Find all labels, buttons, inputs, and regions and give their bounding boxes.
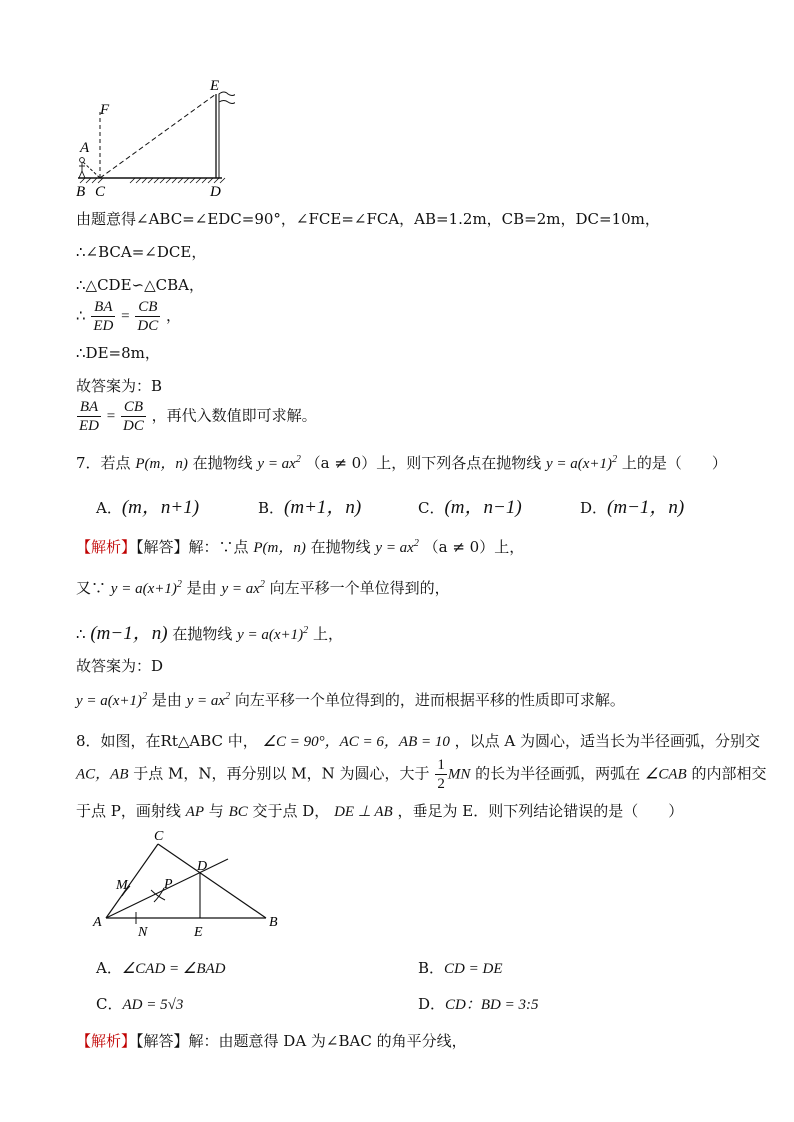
point-p-2: P(m，n) bbox=[253, 540, 306, 556]
parabola-3 bbox=[375, 540, 418, 556]
q8-l3-d: BC bbox=[228, 804, 248, 820]
q7-stem-mid: 在抛物线 bbox=[192, 454, 253, 472]
parabola-1 bbox=[257, 456, 300, 472]
parabola-8 bbox=[187, 693, 230, 709]
q7-solution-line2 bbox=[76, 577, 450, 598]
parabola-6 bbox=[237, 627, 308, 643]
q7-stem-cond: （a ≠ 0）上，则下列各点在抛物线 bbox=[305, 454, 542, 472]
option-text: (m−1，n) bbox=[607, 497, 685, 518]
q8-option-a[interactable] bbox=[96, 957, 226, 978]
parabola-4-exp: 2 bbox=[176, 579, 182, 590]
answer-tag: 【解答】 bbox=[136, 538, 189, 556]
q8-sol-text: 解：由题意得 DA 为∠BAC 的角平分线， bbox=[188, 1032, 467, 1050]
q8-l2-a: AC，AB bbox=[76, 766, 129, 783]
frac3-den: ED bbox=[79, 418, 99, 434]
q8-l2-e: ∠CAB bbox=[644, 766, 687, 783]
analysis-tag: 【解析】 bbox=[76, 1032, 137, 1050]
fig1-label-E: E bbox=[210, 78, 220, 94]
parabola-7-exp: 2 bbox=[142, 691, 148, 702]
q8-l2-c: MN bbox=[447, 766, 471, 783]
sol1-a: 解：∵点 bbox=[188, 538, 249, 556]
analysis-text: ，再代入数值即可求解。 bbox=[151, 406, 317, 425]
fig1-label-C: C bbox=[95, 184, 106, 200]
fig2-label-A: A bbox=[93, 915, 102, 930]
sol3-b: 在抛物线 bbox=[172, 625, 233, 643]
q8-l1-a: 8．如图，在Rt△ABC 中， bbox=[76, 732, 258, 750]
q8-solution-line1 bbox=[76, 1030, 467, 1051]
option-letter: C． bbox=[418, 499, 445, 517]
q7-stem-end: 上的是（ ） bbox=[621, 454, 727, 472]
sol2-b: 是由 bbox=[186, 579, 217, 597]
q7-solution-line1 bbox=[76, 536, 524, 557]
sol2-a: 又∵ bbox=[76, 579, 107, 597]
option-text: ∠CAD = ∠BAD bbox=[121, 961, 226, 977]
q8-l1-c: ，以点 A 为圆心，适当长为半径画弧，分别交 bbox=[454, 732, 761, 750]
option-letter: A． bbox=[96, 499, 122, 517]
parabola-5-exp: 2 bbox=[259, 579, 265, 590]
q8-l2-d: 的长为半径画弧，两弧在 bbox=[475, 764, 641, 783]
q8-l3-b: AP bbox=[185, 804, 204, 820]
q8-option-d[interactable] bbox=[418, 993, 538, 1014]
sol3-c: 上， bbox=[312, 625, 343, 643]
q8-l2-f: 的内部相交 bbox=[691, 764, 767, 783]
q8-line3 bbox=[76, 800, 683, 821]
sol1-b: 在抛物线 bbox=[310, 538, 371, 556]
analysis-tag: 【解析】 bbox=[76, 538, 137, 556]
parabola-8-exp: 2 bbox=[225, 691, 231, 702]
option-letter: D． bbox=[580, 499, 608, 517]
fig1-label-D: D bbox=[210, 184, 221, 200]
q8-l3-c: 与 bbox=[208, 802, 224, 820]
fig2-label-D: D bbox=[197, 859, 208, 874]
frac1-num: BA bbox=[91, 298, 115, 317]
q7-stem-prefix: 7．若点 bbox=[76, 454, 131, 472]
option-text: CD：BD = 3:5 bbox=[445, 997, 539, 1013]
q6-analysis: $\frac{BA}{ED}$ = $\frac{CB}{DC}$ ，再代入数值即可求解。 bbox=[79, 399, 317, 434]
option-letter: B． bbox=[258, 499, 285, 517]
parabola-3-exp: 2 bbox=[413, 538, 419, 549]
q6-line3: ∴△CDE∽△CBA， bbox=[76, 276, 204, 294]
parabola-4 bbox=[111, 581, 182, 597]
option-text: (m+1，n) bbox=[284, 497, 362, 518]
q6-line2: ∴∠BCA=∠DCE， bbox=[76, 243, 207, 261]
q7-option-a[interactable] bbox=[96, 492, 199, 519]
q7-analysis bbox=[76, 689, 625, 710]
parabola-1-base: y = ax bbox=[257, 456, 296, 472]
option-text: (m，n+1) bbox=[121, 497, 200, 518]
q6-proportion: ∴ $\frac{BA}{ED}$ = $\frac{CB}{DC}$ ， bbox=[76, 299, 181, 334]
q7-answer: 故答案为：D bbox=[76, 657, 164, 675]
parabola-2-exp: 2 bbox=[612, 454, 618, 465]
q8-l3-g: ，垂足为 E．则下列结论错误的是（ ） bbox=[397, 802, 684, 820]
parabola-5 bbox=[221, 581, 264, 597]
sol1-c: （a ≠ 0）上， bbox=[423, 538, 525, 556]
parabola-7 bbox=[76, 693, 147, 709]
frac4-den: DC bbox=[123, 418, 144, 434]
analysis-b: 是由 bbox=[151, 691, 182, 709]
parabola-3-base: y = ax bbox=[375, 540, 414, 556]
option-letter: C． bbox=[96, 995, 123, 1013]
point-m1n: (m−1，n) bbox=[90, 623, 168, 644]
option-letter: A． bbox=[96, 959, 122, 977]
option-text: (m，n−1) bbox=[444, 497, 522, 518]
parabola-1-exp: 2 bbox=[295, 454, 301, 465]
parabola-8-base: y = ax bbox=[186, 693, 226, 709]
half-num: 1 bbox=[437, 757, 445, 773]
parabola-6-exp: 2 bbox=[303, 625, 309, 636]
q8-option-b[interactable] bbox=[418, 957, 503, 978]
q6-line5: ∴DE=8m， bbox=[76, 344, 160, 362]
option-text: CD = DE bbox=[444, 961, 503, 977]
frac1-den: ED bbox=[93, 318, 114, 334]
fig2-label-E: E bbox=[194, 925, 203, 938]
parabola-7-base: y = a(x+1) bbox=[76, 693, 143, 709]
frac2-den: DC bbox=[137, 318, 159, 334]
parabola-6-base: y = a(x+1) bbox=[237, 627, 304, 643]
q7-option-b[interactable] bbox=[258, 492, 361, 519]
q8-l3-f: DE ⊥ AB bbox=[334, 804, 393, 820]
q7-option-d[interactable] bbox=[580, 492, 684, 519]
option-letter: B． bbox=[418, 959, 445, 977]
fig2-label-M: M bbox=[116, 878, 128, 893]
fig1-label-A: A bbox=[80, 140, 90, 156]
option-text: AD = 5√3 bbox=[122, 997, 184, 1013]
q7-option-c[interactable] bbox=[418, 492, 522, 519]
answer-tag: 【解答】 bbox=[136, 1032, 189, 1050]
q8-l1-b: ∠C = 90°，AC = 6，AB = 10 bbox=[262, 734, 450, 750]
q8-option-c[interactable] bbox=[96, 993, 183, 1014]
fig2-label-P: P bbox=[164, 877, 173, 892]
half-den: 2 bbox=[437, 776, 445, 792]
parabola-4-base: y = a(x+1) bbox=[110, 581, 177, 597]
q6-answer: 故答案为：B bbox=[76, 377, 163, 395]
frac2-num: CB bbox=[135, 298, 160, 317]
q8-l3-a: 于点 P，画射线 bbox=[76, 802, 181, 820]
frac3-num: BA bbox=[77, 398, 101, 417]
fig1-label-B: B bbox=[76, 184, 86, 200]
q8-line1 bbox=[76, 730, 760, 751]
point-p: P(m，n) bbox=[135, 456, 188, 472]
option-letter: D． bbox=[418, 995, 446, 1013]
fig2-label-B: B bbox=[269, 915, 278, 930]
therefore-sign: ∴ bbox=[76, 306, 86, 325]
q8-line2 bbox=[76, 756, 767, 793]
q8-l2-b: 于点 M，N，再分别以 M，N 为圆心，大于 bbox=[133, 764, 430, 783]
frac4-num: CB bbox=[121, 398, 146, 417]
sol3-a: ∴ bbox=[76, 625, 86, 643]
q6-line1: 由题意得∠ABC=∠EDC=90°，∠FCE=∠FCA，AB=1.2m，CB=2m，DC=10m， bbox=[76, 210, 660, 228]
fig1-label-F: F bbox=[100, 102, 110, 118]
parabola-5-base: y = ax bbox=[221, 581, 260, 597]
parabola-2-base: y = a(x+1) bbox=[546, 456, 613, 472]
analysis-c: 向左平移一个单位得到的，进而根据平移的性质即可求解。 bbox=[234, 691, 625, 709]
parabola-2 bbox=[546, 456, 617, 472]
fig2-label-N: N bbox=[138, 925, 148, 938]
triangle-figure bbox=[88, 826, 298, 938]
sol2-c: 向左平移一个单位得到的， bbox=[269, 579, 450, 597]
fig2-label-C: C bbox=[154, 829, 164, 844]
q7-solution-line3 bbox=[76, 618, 343, 645]
q8-l3-e: 交于点 D， bbox=[252, 802, 330, 820]
q7-stem bbox=[76, 452, 727, 473]
proportion-suffix: ， bbox=[165, 306, 181, 325]
flagpole-figure bbox=[70, 72, 235, 200]
